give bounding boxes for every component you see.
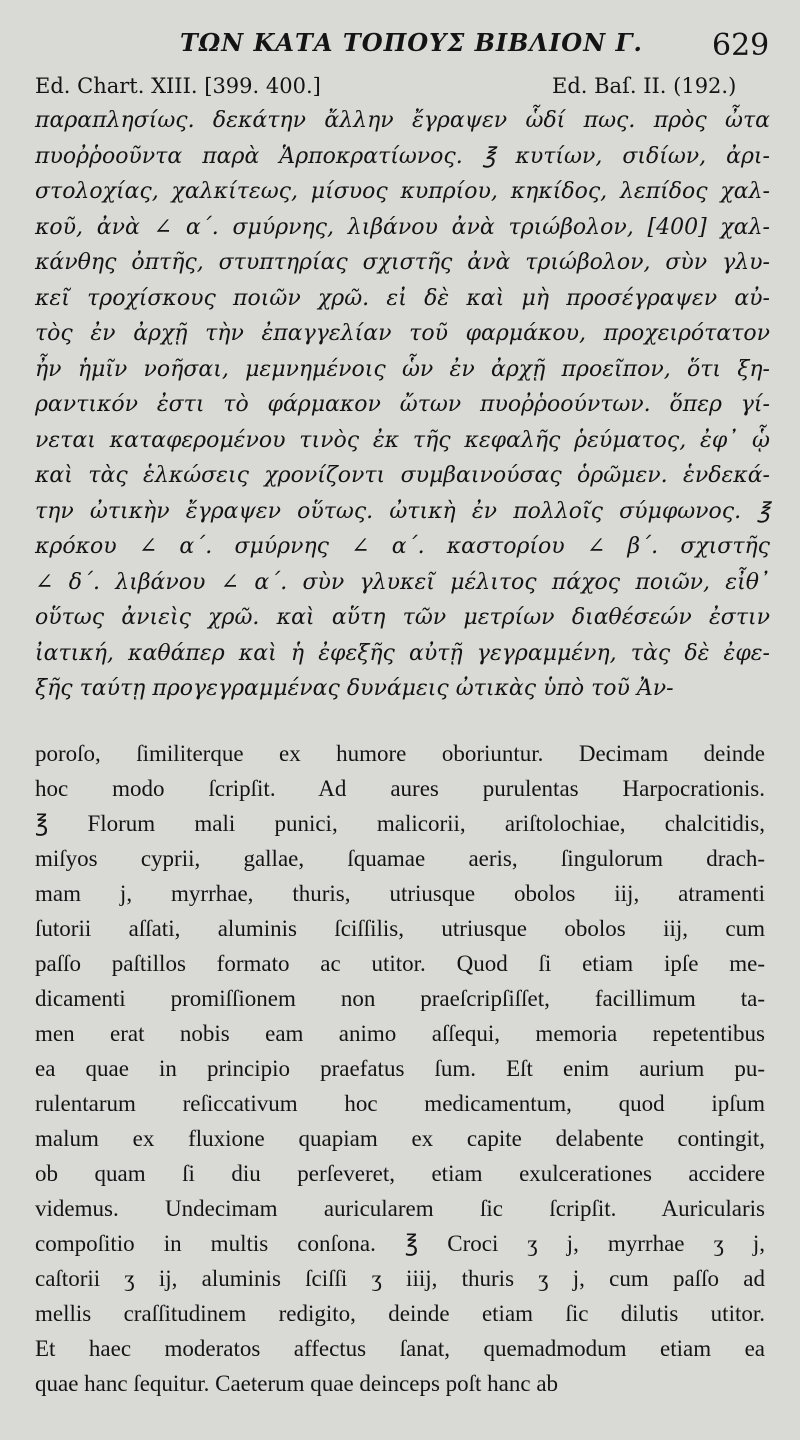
page-number: 629 [712, 28, 770, 63]
greek-text-line: τὸς ἐν ἀρχῇ τὴν ἐπαγγελίαν τοῦ φαρμάκου, προχειρότατον [35, 321, 770, 346]
latin-text-line: Et haec moderatos affectus ſanat, quemadmodum etiam ea [35, 1336, 765, 1361]
greek-text-line: παραπλησίως. δεκάτην ἄλλην ἔγραψεν ὧδί πως. πρὸς ὦτα [35, 108, 770, 133]
greek-text-line: κρόκου ∠ α΄. σμύρνης ∠ α΄. καστορίου ∠ β΄. σχιστῆς [35, 534, 770, 559]
greek-text-line: ἦν ἡμῖν νοῆσαι, μεμνημένοις ὧν ἐν ἀρχῇ προεῖπον, ὅτι ξη- [35, 356, 770, 382]
greek-text-block [35, 103, 770, 707]
latin-text-line: miſyos cyprii, gallae, ſquamae aeris, ſingulorum drach- [35, 846, 765, 871]
latin-text-line: malum ex fluxione quapiam ex capite delabente contingit, [35, 1126, 765, 1151]
greek-text-line: πυοῤῥοοῦντα παρὰ Ἁρποκρατίωνος. ℥ κυτίων, σιδίων, ἀρι- [35, 143, 770, 169]
latin-text-line: ℥ Florum mali punici, malicorii, ariſtolochiae, chalcitidis, [35, 811, 765, 836]
latin-text-block [35, 736, 765, 1401]
latin-text-line: poroſo, ſimiliterque ex humore oboriuntur. Decimam deinde [35, 741, 765, 766]
latin-text-line: videmus. Undecimam auricularem ſic ſcripſit. Auricularis [35, 1196, 765, 1221]
greek-text-line: κεῖ τροχίσκους ποιῶν χρῶ. εἰ δὲ καὶ μὴ προσέγραψεν αὐ- [35, 285, 770, 311]
greek-text-line: ∠ δ΄. λιβάνου ∠ α΄. σὺν γλυκεῖ μέλιτος πάχος ποιῶν, εἶθ᾽ [35, 569, 770, 595]
running-title: ΤΩΝ ΚΑΤΑ ΤΟΠΟΥΣ ΒΙΒΛΙΟΝ Γ. [180, 28, 643, 57]
latin-text-line: ea quae in principio praefatus ſum. Eſt enim aurium pu- [35, 1056, 765, 1081]
greek-text-line: την ὠτικὴν ἔγραψεν οὕτως. ὠτικὴ ἐν πολλοῖς σύμφωνος. ℥ [35, 498, 770, 524]
greek-text-line: νεται καταφερομένου τινὸς ἐκ τῆς κεφαλῆς ῥεύματος, ἐφ᾽ ᾧ [35, 427, 770, 453]
latin-text-line: hoc modo ſcripſit. Ad aures purulentas Harpocrationis. [35, 776, 765, 801]
latin-text-line: men erat nobis eam animo aſſequi, memoria repetentibus [35, 1021, 765, 1046]
greek-text-line: ραντικόν ἐστι τὸ φάρμακον ὤτων πυοῤῥοούντων. ὅπερ γί- [35, 392, 770, 417]
latin-text-line: quae hanc ſequitur. Caeterum quae deinceps poſt hanc ab [35, 1371, 559, 1396]
latin-text-line: paſſo paſtillos formato ac utitor. Quod ſi etiam ipſe me- [35, 951, 765, 976]
latin-text-line: rulentarum reſiccativum hoc medicamentum, quod ipſum [35, 1091, 765, 1116]
greek-text-line: στολοχίας, χαλκίτεως, μίσυος κυπρίου, κηκίδος, λεπίδος χαλ- [35, 179, 770, 204]
latin-text-line: mellis craſſitudinem redigito, deinde etiam ſic dilutis utitor. [35, 1301, 765, 1326]
greek-text-line: οὕτως ἀνιεὶς χρῶ. καὶ αὕτη τῶν μετρίων διαθέσεών ἐστιν [35, 605, 770, 630]
greek-text-line: κοῦ, ἀνὰ ∠ α΄. σμύρνης, λιβάνου ἀνὰ τριώβολον, [400] χαλ- [35, 214, 770, 240]
edition-chart-reference: Ed. Chart. XIII. [399. 400.] [35, 74, 321, 98]
edition-basel-reference: Ed. Baſ. II. (192.) [552, 74, 737, 98]
greek-text-line: κάνθης ὀπτῆς, στυπτηρίας σχιστῆς ἀνὰ τριώβολον, σὺν γλυ- [35, 250, 770, 275]
latin-text-line: compoſitio in multis conſona. ℥ Croci ʒ j, myrrhae ʒ j, [35, 1231, 765, 1256]
latin-text-line: mam j, myrrhae, thuris, utriusque obolos iij, atramenti [35, 881, 765, 906]
greek-text-line: ξῆς ταύτῃ προγεγραμμένας δυνάμεις ὠτικὰς ὑπὸ τοῦ Ἀν- [35, 676, 674, 701]
latin-text-line: ob quam ſi diu perſeveret, etiam exulcerationes accidere [35, 1161, 765, 1186]
latin-text-line: dicamenti promiſſionem non praeſcripſiſſet, facillimum ta- [35, 986, 765, 1011]
latin-text-line: ſutorii aſſati, aluminis ſciſſilis, utriusque obolos iij, cum [35, 916, 765, 941]
latin-text-line: caſtorii ʒ ij, aluminis ſciſſi ʒ iiij, thuris ʒ j, cum paſſo ad [35, 1266, 765, 1291]
greek-text-line: ἰατική, καθάπερ καὶ ἡ ἐφεξῆς αὐτῇ γεγραμμένη, τὰς δὲ ἐφε- [35, 640, 770, 666]
greek-text-line: καὶ τὰς ἑλκώσεις χρονίζοντι συμβαινούσας ὁρῶμεν. ἑνδεκά- [35, 463, 770, 488]
